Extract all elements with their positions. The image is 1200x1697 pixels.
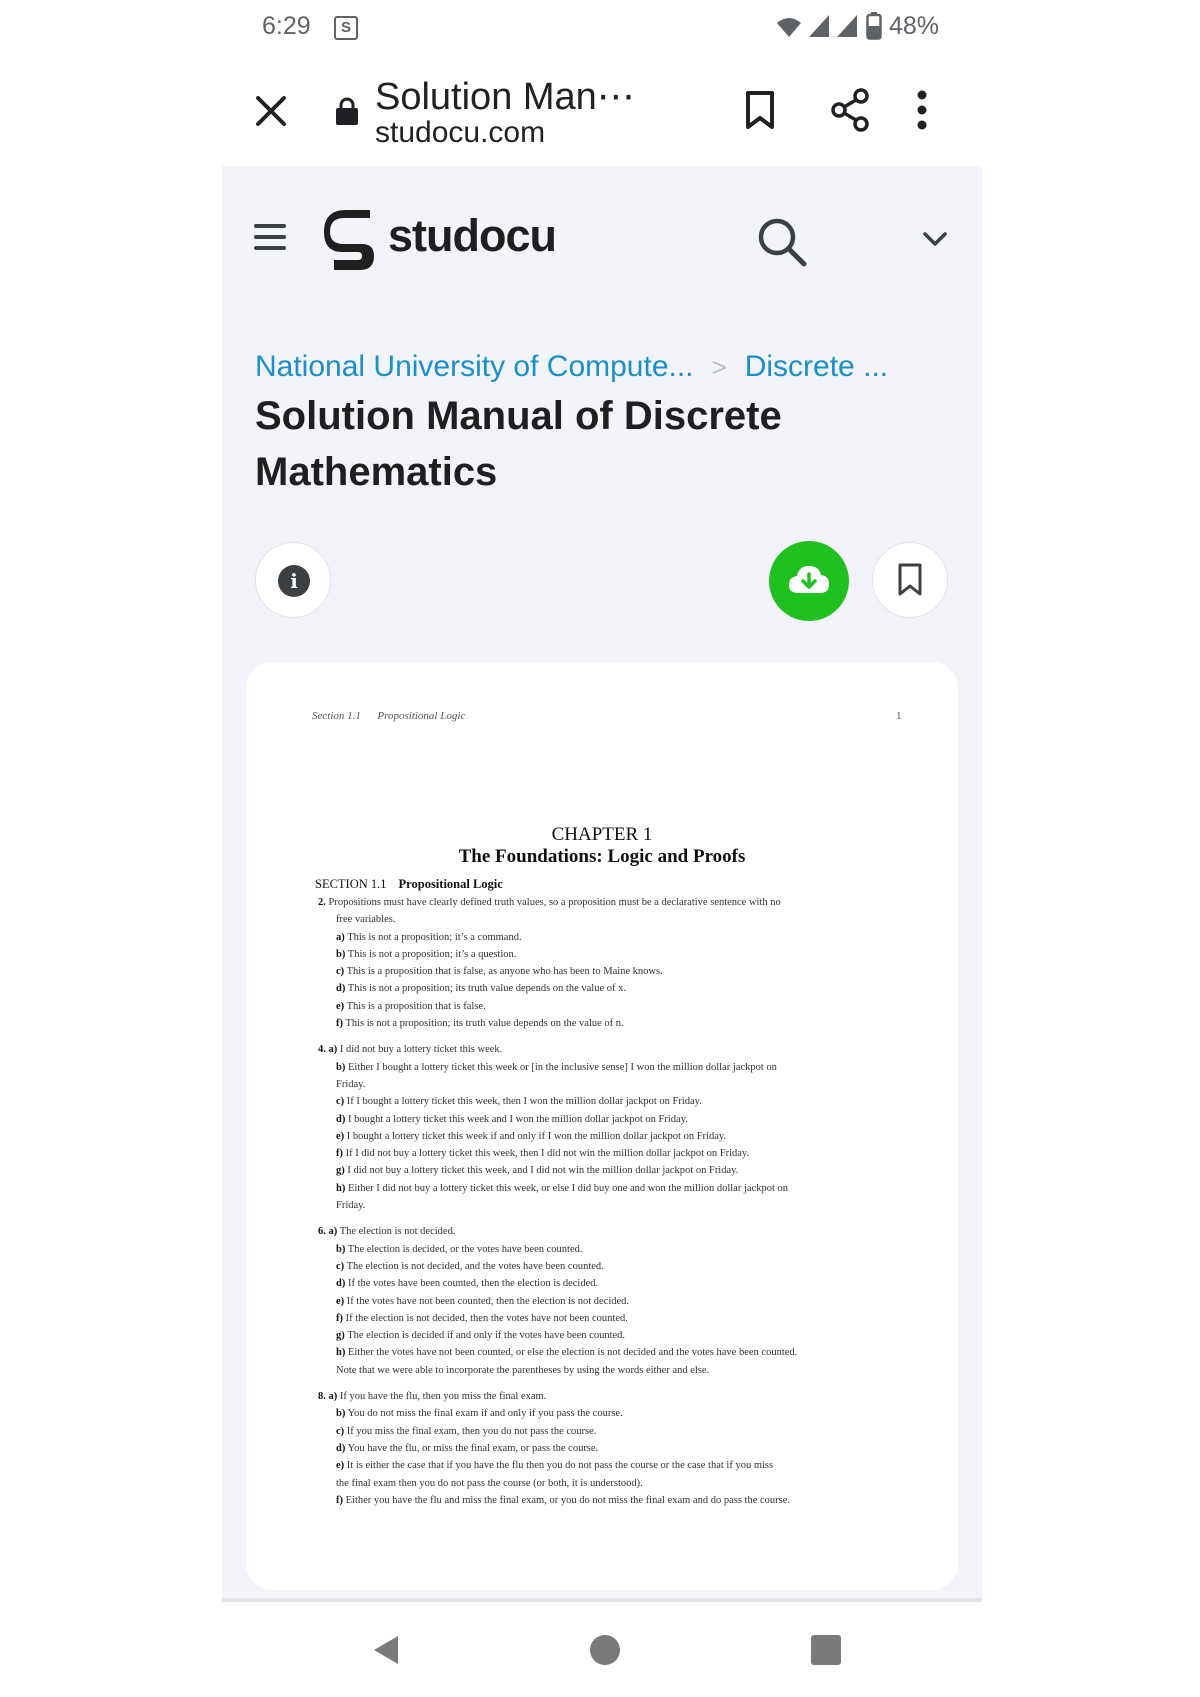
exercise-line [318, 1241, 898, 1258]
more-options-icon[interactable] [916, 90, 928, 130]
exercise-text: Either you have the flu and miss the final exam, or you do not miss the final exam and do pass the course. [345, 1494, 791, 1506]
exercise-line [318, 1180, 898, 1197]
exercise-part-label: a) [328, 1391, 338, 1403]
exercise-text: Propositions must have clearly defined truth values, so a proposition must be a declarative sentence with no [328, 897, 781, 908]
download-button[interactable] [769, 541, 849, 621]
exercise-part-label: e) [336, 1130, 345, 1142]
search-icon[interactable] [756, 216, 808, 268]
exercise-line [318, 1145, 898, 1162]
battery-percent: 48% [889, 12, 940, 40]
exercise-line [318, 894, 898, 911]
exercise-part-label: b) [336, 1061, 346, 1073]
running-head [312, 710, 465, 722]
breadcrumb-university[interactable]: National University of Compute... [255, 350, 694, 383]
close-icon[interactable] [254, 94, 288, 128]
exercise-text: I did not buy a lottery ticket this week. [339, 1044, 503, 1056]
exercise-line [318, 1362, 898, 1379]
battery-icon [866, 12, 882, 40]
exercise-line [318, 1293, 898, 1310]
exercise-part-label: f) [336, 1148, 343, 1160]
exercise-text: Friday. [336, 1200, 366, 1212]
info-icon: i [278, 565, 310, 597]
save-document-button[interactable] [872, 542, 948, 618]
exercise-line [318, 1128, 898, 1145]
exercise-line [318, 1093, 898, 1110]
breadcrumb-course[interactable]: Discrete ... [744, 350, 889, 383]
exercise-number: 8. [318, 1391, 326, 1403]
exercise-text: If the votes have been counted, then the election is decided. [347, 1278, 599, 1290]
exercise-text: If I bought a lottery ticket this week, then I won the million dollar jackpot on Friday. [346, 1096, 702, 1108]
exercise-line [318, 1059, 898, 1076]
exercise-text: Either the votes have not been counted, or else the election is not decided and the votes have been counted. [347, 1347, 798, 1359]
exercise-part-label: d) [336, 1442, 346, 1454]
exercise-line [318, 1258, 898, 1275]
document-preview[interactable] [246, 662, 958, 1590]
exercise-part-label: b) [336, 1243, 346, 1255]
url-display[interactable]: studocu.com [375, 116, 546, 149]
web-page [222, 166, 982, 1602]
exercise-line [318, 1475, 898, 1492]
exercise-line [318, 911, 898, 928]
lock-icon [335, 96, 359, 126]
menu-icon[interactable] [254, 224, 286, 250]
exercise-text: Friday. [336, 1078, 366, 1090]
signal-icon-1 [808, 14, 830, 38]
exercise-line [318, 1310, 898, 1327]
running-head-title: Propositional Logic [377, 710, 466, 722]
exercise-line [318, 1197, 898, 1214]
exercise-part-label: a) [328, 1226, 338, 1238]
exercise-text: This is a proposition that is false, as anyone who has been to Maine knows. [346, 966, 663, 978]
share-icon[interactable] [830, 88, 870, 132]
exercise-text: Either I bought a lottery ticket this week or [in the inclusive sense] I won the million dollar jackpot on [347, 1061, 777, 1073]
exercise-text: This is a proposition that is false. [346, 1000, 486, 1012]
exercise-line [318, 1223, 898, 1240]
status-time: 6:29 [262, 12, 311, 40]
exercise-line [318, 1111, 898, 1128]
exercise-text: I bought a lottery ticket this week and I won the million dollar jackpot on Friday. [347, 1113, 688, 1125]
exercise-line [318, 1405, 898, 1422]
bookmark-icon[interactable] [743, 90, 777, 130]
exercise-number: 6. [318, 1226, 326, 1238]
exercise-line [318, 998, 898, 1015]
exercise-part-label: f) [336, 1018, 343, 1030]
exercise-text: If the election is not decided, then the votes have not been counted. [345, 1312, 628, 1324]
exercise-part-label: e) [336, 1000, 345, 1012]
exercise-text: If I did not buy a lottery ticket this week, then I did not win the million dollar jackpot on Friday. [345, 1148, 750, 1160]
exercise-text: It is either the case that if you have the flu then you do not pass the course or the case that if you miss [346, 1460, 774, 1472]
exercise-part-label: a) [328, 1044, 338, 1056]
exercise-line [318, 1015, 898, 1032]
exercise-number: 2. [318, 897, 326, 908]
exercise-line [318, 1162, 898, 1179]
exercise-part-label: c) [336, 1096, 345, 1108]
exercise-line [318, 1275, 898, 1292]
section-heading [315, 877, 503, 892]
chapter-title: The Foundations: Logic and Proofs [458, 846, 746, 867]
status-bar [0, 0, 1200, 56]
exercise-part-label: h) [336, 1182, 346, 1194]
exercise-part-label: d) [336, 1113, 346, 1125]
exercise-text: This is not a proposition; its truth value depends on the value of x. [347, 983, 626, 995]
breadcrumb [255, 350, 888, 384]
exercise-text: I did not buy a lottery ticket this week, and I did not win the million dollar jackpot on Friday. [347, 1165, 739, 1177]
exercise-text: free variables. [336, 914, 396, 926]
signal-icon-2 [836, 14, 858, 38]
exercise-part-label: d) [336, 983, 346, 995]
exercise-part-label: f) [336, 1494, 343, 1506]
section-title: Propositional Logic [398, 877, 503, 891]
wifi-icon [776, 16, 802, 38]
exercise-text: If you miss the final exam, then you do not pass the course. [346, 1425, 597, 1437]
exercise-part-label: f) [336, 1312, 343, 1324]
exercise-text: The election is not decided, and the votes have been counted. [346, 1260, 604, 1272]
screenshot-notification-icon: S [334, 16, 358, 40]
exercise-part-label: g) [336, 1165, 345, 1177]
exercise-line [318, 1344, 898, 1361]
chevron-down-icon[interactable] [922, 230, 948, 248]
document-title: Solution Manual of Discrete Mathematics [255, 394, 782, 494]
exercise-text: This is not a proposition; its truth value depends on the value of n. [345, 1018, 624, 1030]
page-title-tab[interactable]: Solution Man⋯ [375, 76, 635, 118]
exercise-part-label: a) [336, 931, 345, 943]
exercise-text: Either I did not buy a lottery ticket this week, or else I did buy one and won the million dollar jackpot on [347, 1182, 788, 1194]
breadcrumb-separator: > [711, 352, 727, 382]
exercise-part-label: g) [336, 1330, 345, 1342]
browser-toolbar [222, 56, 982, 166]
exercise-number: 4. [318, 1044, 326, 1056]
page-number: 1 [896, 710, 902, 722]
back-icon[interactable] [372, 1634, 400, 1666]
exercise-text: the final exam then you do not pass the course (or both, it is understood). [336, 1477, 643, 1489]
running-head-section: Section 1.1 [312, 710, 361, 722]
exercise-text: If the votes have not been counted, then the election is not decided. [346, 1295, 630, 1307]
exercise-line [318, 963, 898, 980]
exercise-part-label: b) [336, 1408, 346, 1420]
exercise-text: This is not a proposition; it’s a command. [347, 931, 522, 943]
exercise-text: You do not miss the final exam if and only if you pass the course. [347, 1408, 623, 1420]
studocu-logo-icon[interactable] [320, 208, 378, 270]
exercise-text: The election is decided, or the votes have been counted. [347, 1243, 583, 1255]
section-label: SECTION 1.1 [315, 877, 387, 891]
exercise-part-label: h) [336, 1347, 346, 1359]
exercise-part-label: c) [336, 1425, 345, 1437]
exercise-text: If you have the flu, then you miss the final exam. [339, 1391, 547, 1403]
exercise-text: Note that we were able to incorporate the parentheses by using the words either and else. [336, 1364, 710, 1376]
exercise-part-label: c) [336, 966, 345, 978]
exercise-part-label: e) [336, 1460, 345, 1472]
exercise-line [318, 1076, 898, 1093]
exercise-line [318, 1041, 898, 1058]
chapter-heading: CHAPTER 1 [551, 824, 653, 845]
exercise-line [318, 1492, 898, 1509]
exercise-text: I bought a lottery ticket this week if and only if I won the million dollar jackpot on Friday. [346, 1130, 727, 1142]
info-button[interactable] [255, 542, 331, 618]
exercise-part-label: b) [336, 948, 346, 960]
exercise-line [318, 929, 898, 946]
document-body [318, 894, 898, 1509]
bookmark-icon [897, 563, 923, 597]
exercise-text: The election is not decided. [339, 1226, 456, 1238]
exercise-text: This is not a proposition; it’s a question. [347, 948, 517, 960]
exercise-line [318, 946, 898, 963]
exercise-line [318, 1457, 898, 1474]
exercise-text: The election is decided if and only if the votes have been counted. [347, 1330, 626, 1342]
cloud-download-icon [788, 563, 830, 599]
exercise-part-label: d) [336, 1278, 346, 1290]
studocu-logo-text[interactable]: studocu [388, 210, 556, 261]
exercise-line [318, 1388, 898, 1405]
exercise-line [318, 1440, 898, 1457]
exercise-part-label: e) [336, 1295, 345, 1307]
recent-apps-icon[interactable] [811, 1635, 841, 1665]
exercise-line [318, 980, 898, 997]
exercise-line [318, 1327, 898, 1344]
exercise-part-label: c) [336, 1260, 345, 1272]
system-navigation-bar [0, 1602, 1200, 1697]
home-icon[interactable] [590, 1635, 620, 1665]
exercise-line [318, 1423, 898, 1440]
exercise-text: You have the flu, or miss the final exam, or pass the course. [347, 1442, 599, 1454]
